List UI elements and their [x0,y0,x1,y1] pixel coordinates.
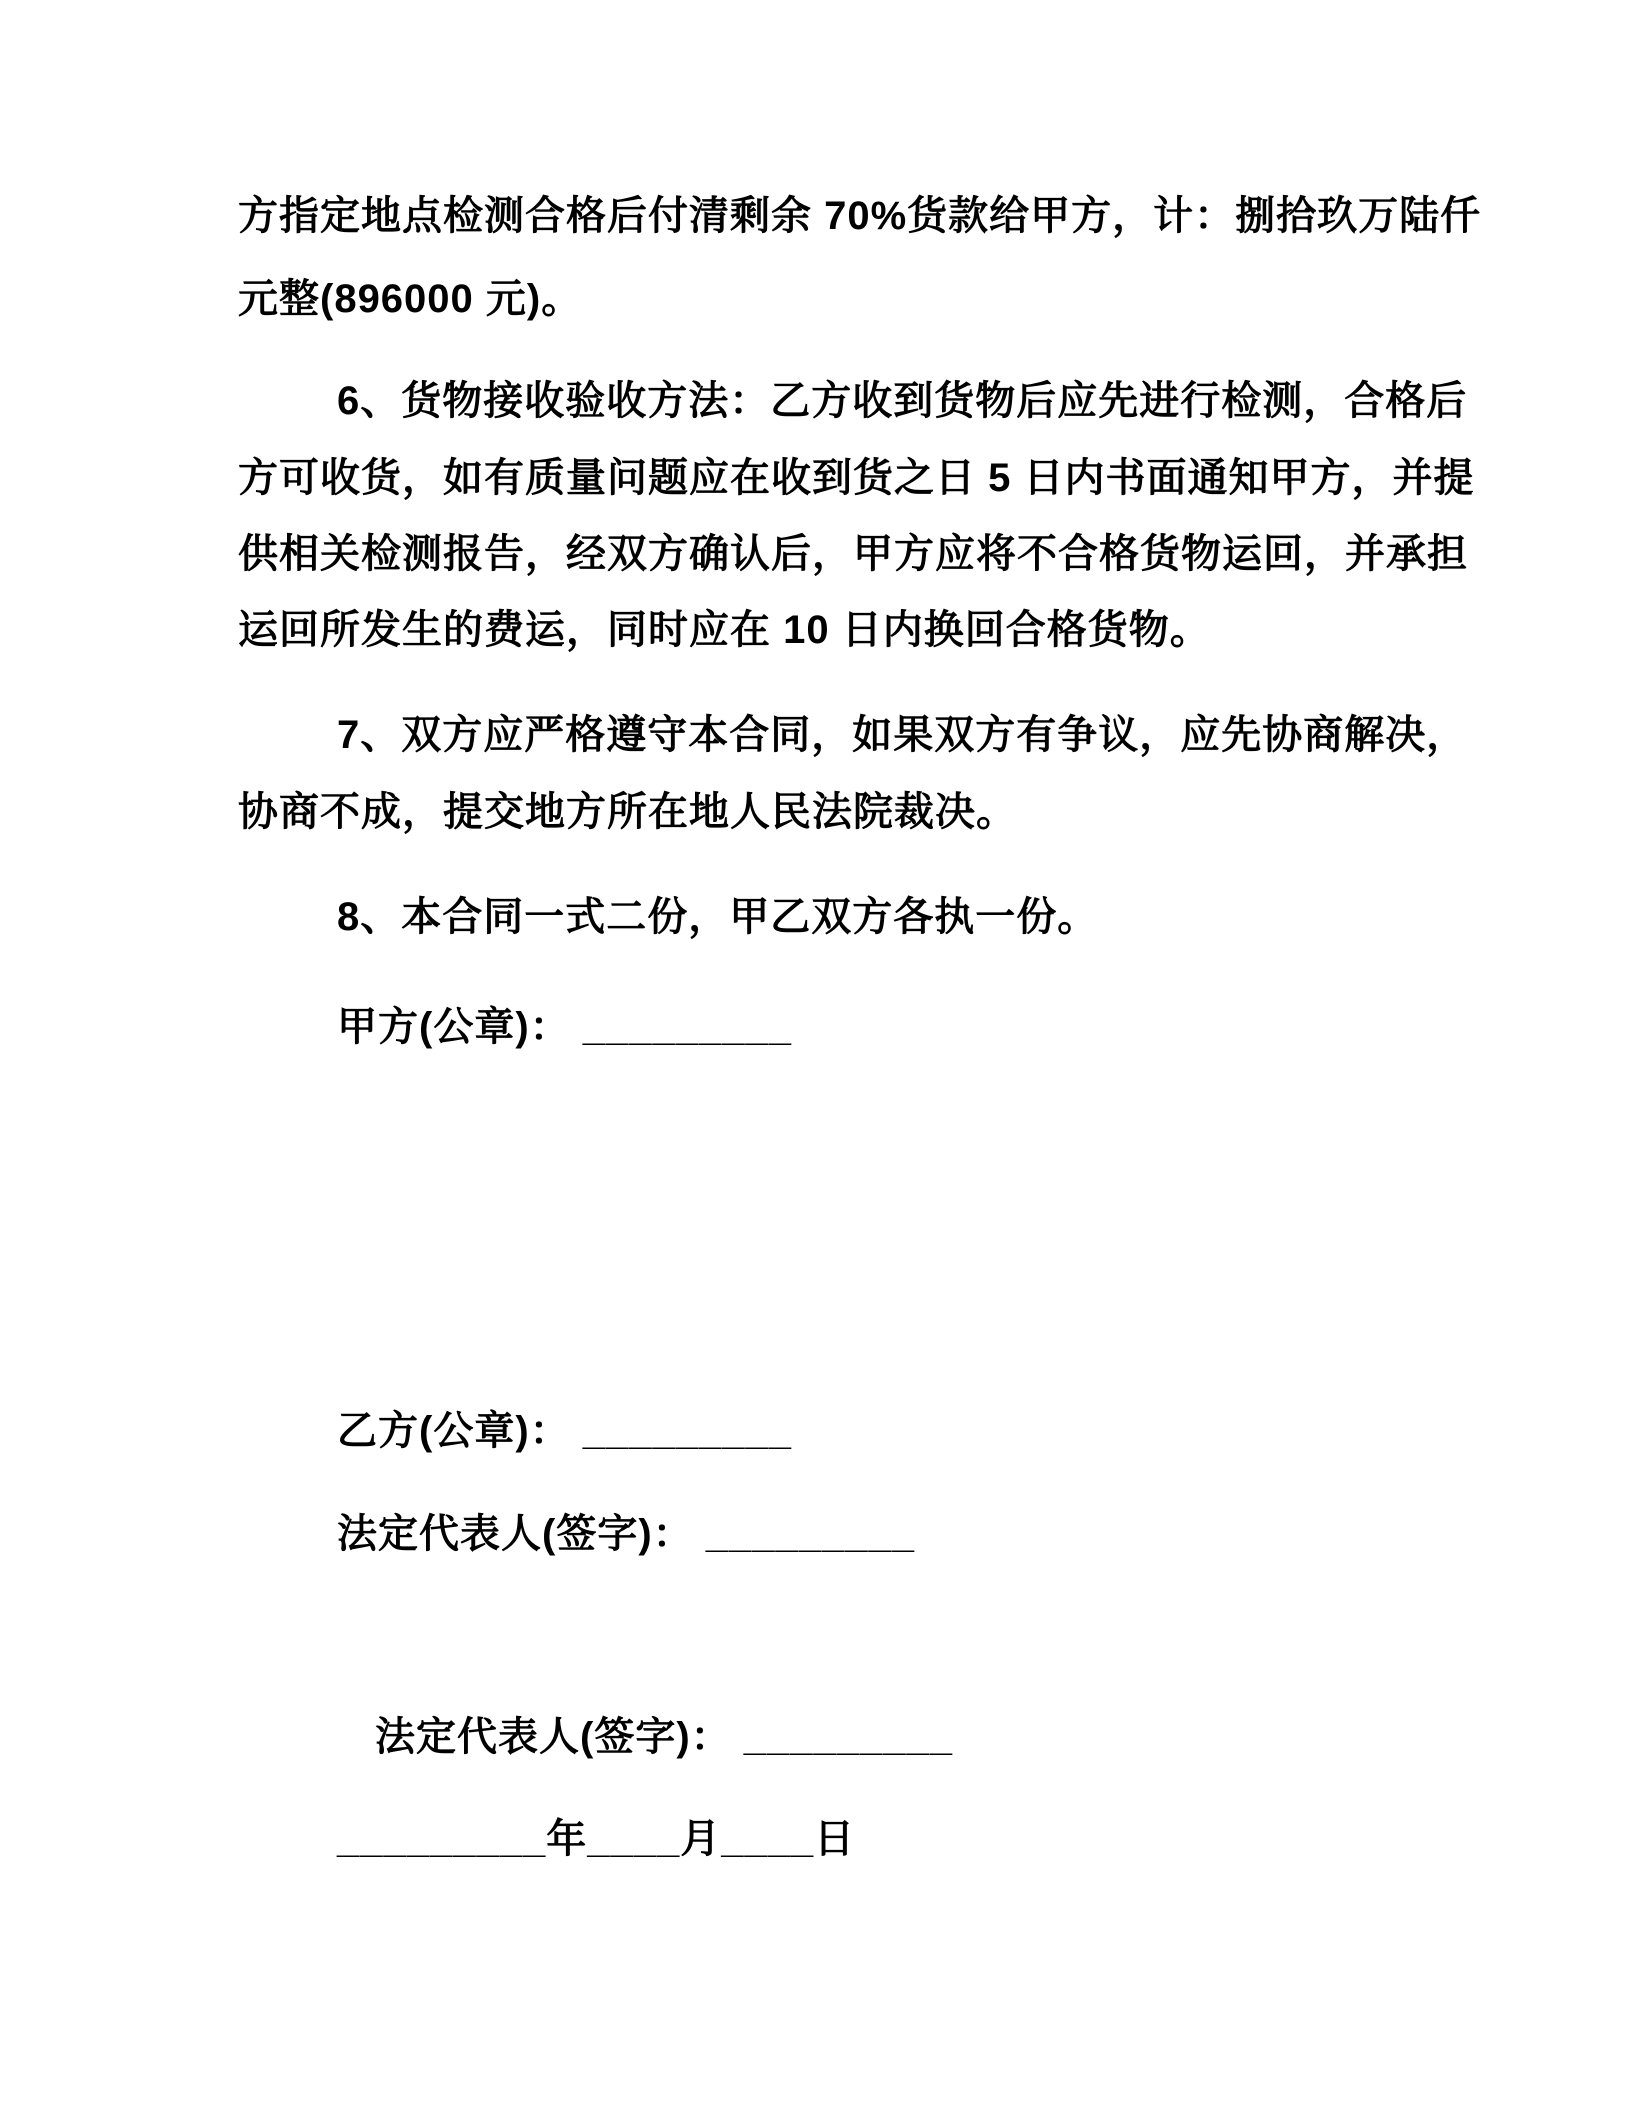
legal-rep-signature-line-2: 法定代表人(签字)： _________ [375,1715,953,1759]
contract-clause-7-line-2: 协商不成，提交地方所在地人民法院裁决。 [238,790,1017,834]
contract-clause-6-line-1: 6、货物接收验收方法：乙方收到货物后应先进行检测，合格后 [337,379,1468,423]
party-b-seal-line: 乙方(公章)： _________ [337,1409,792,1453]
party-a-seal-line: 甲方(公章)： _________ [337,1005,792,1049]
contract-clause-payment-continuation: 方指定地点检测合格后付清剩余 70%货款给甲方，计：捌拾玖万陆仟 [238,194,1482,238]
date-line: _________年____月____日 [337,1817,856,1861]
contract-clause-6-line-4: 运回所发生的费运，同时应在 10 日内换回合格货物。 [238,608,1211,652]
contract-clause-8-line: 8、本合同一式二份，甲乙双方各执一份。 [337,895,1099,939]
contract-amount-line: 元整(896000 元)。 [238,277,583,321]
contract-clause-6-line-3: 供相关检测报告，经双方确认后，甲方应将不合格货物运回，并承担 [238,532,1468,576]
contract-clause-6-line-2: 方可收货，如有质量问题应在收到货之日 5 日内书面通知甲方，并提 [238,456,1475,500]
legal-rep-signature-line-1: 法定代表人(签字)： _________ [337,1512,915,1556]
contract-clause-7-line-1: 7、双方应严格遵守本合同，如果双方有争议，应先协商解决， [337,713,1468,757]
